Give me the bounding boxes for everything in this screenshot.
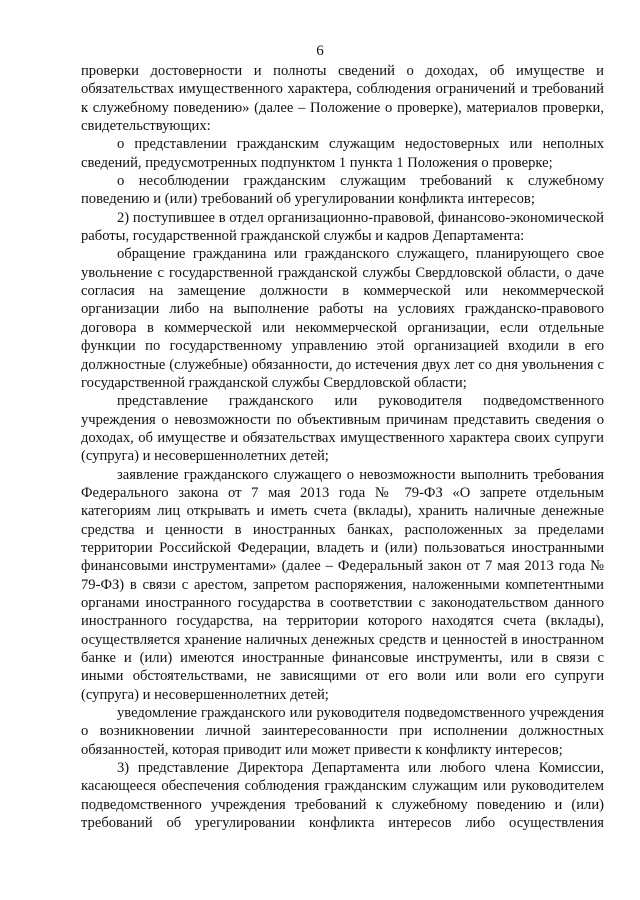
document-body — [81, 62, 604, 832]
paragraph-item-2: 2) поступившее в отдел организационно-правовой, финансово-экономической работы, государственной гражданской службы и кадров Департамента: — [81, 209, 604, 245]
paragraph-verification-intro: проверки достоверности и полноты сведений о доходах, об имуществе и обязательствах имущественного характера, соблюдения ограничений и требований к служебному поведению» (далее – Положение о проверке), материалов проверки, свидетельствующих: — [81, 63, 604, 135]
paragraph-employment-consent: обращение гражданина или гражданского служащего, планирующего свое увольнение с государственной гражданской службы Свердловской области, о даче согласия на замещение должности в коммерческой или некоммерческой организации либо на выполнение работы на условиях гражданско-правового договора в коммерческой или некоммерческой организации, если отдельные функции по государственному управлению этой организацией входили в его должностные (служебные) обязанности, до истечения двух лет со дня увольнения с государственной гражданской службы Свердловской области; — [81, 246, 604, 391]
paragraph-conduct-violation: о несоблюдении гражданским служащим требований к служебному поведению и (или) требований об урегулировании конфликта интересов; — [81, 173, 604, 208]
paragraph-income-impossibility: представление гражданского или руководителя подведомственного учреждения о невозможности по объективным причинам представить сведения о доходах, об имуществе и обязательствах имущественного характера своих супруги (супруга) и несовершеннолетних детей; — [81, 393, 604, 465]
paragraph-false-information: о представлении гражданским служащим недостоверных или неполных сведений, предусмотренных подпунктом 1 пункта 1 Положения о проверке; — [81, 136, 604, 171]
paragraph-foreign-accounts: заявление гражданского служащего о невозможности выполнить требования Федерального закона от 7 мая 2013 года № 79-ФЗ «О запрете отдельным категориям лиц открывать и иметь счета (вклады), хранить наличные денежные средства и ценности в иностранных банках, расположенных за пределами территории Российской Федерации, владеть и (или) пользоваться иностранными финансовыми инструментами» (далее – Федеральный закон от 7 мая 2013 года № 79-ФЗ) в связи с арестом, запретом распоряжения, наложенными компетентными органами иностранного государства в соответствии с законодательством данного иностранного государства, на территории которого находятся счета (вклады), осуществляется хранение наличных денежных средств и ценностей в иностранном банке и (или) имеются иностранные финансовые инструменты, или в связи с иными обстоятельствами, не зависящими от его воли или воли его супруги (супруга) и несовершеннолетних детей; — [81, 466, 604, 703]
page-number: 6 — [316, 43, 324, 59]
paragraph-conflict-notice: уведомление гражданского или руководителя подведомственного учреждения о возникновении личной заинтересованности при исполнении должностных обязанностей, которая приводит или может привести к конфликту интересов; — [81, 705, 604, 758]
paragraph-item-3: 3) представление Директора Департамента или любого члена Комиссии, касающееся обеспечения соблюдения гражданским служащим или руководителем подведомственного учреждения требований к служебному поведению и (или) требований об урегулировании конфликта интересов либо осуществления — [81, 760, 604, 832]
